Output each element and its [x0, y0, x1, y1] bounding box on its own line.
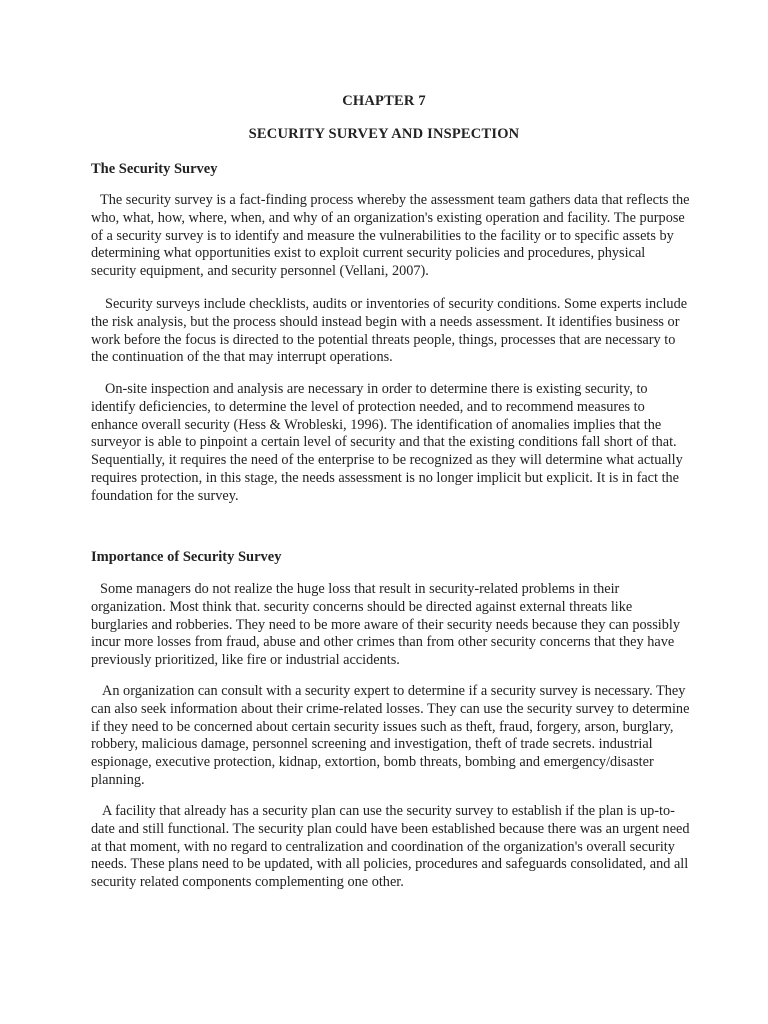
section-heading-importance: Importance of Security Survey: [91, 549, 282, 565]
paragraph-consult-expert: An organization can consult with a security expert to determine if a security survey is necessary. They can also seek information about their crime-related losses. They can use the security survey to determine if they need to be concerned about certain security issues such as theft, fraud, forgery, arson, burglary, robbery, malicious damage, personnel screening and investigation, theft of trade secrets. industrial espionage, executive protection, kidnap, extortion, bomb threats, bombing and emergency/disaster planning.: [91, 683, 690, 788]
paragraph-survey-definition: The security survey is a fact-finding process whereby the assessment team gathers data that reflects the who, what, how, where, when, and why of an organization's existing operation and facility. The purpose of a security survey is to identify and measure the vulnerabilities to the facility or to specific assets by determining what opportunities exist to exploit current security policies and procedures, physical security equipment, and security personnel (Vellani, 2007).: [91, 192, 690, 280]
paragraph-survey-components: Security surveys include checklists, audits or inventories of security conditions. Some experts include the risk analysis, but the process should instead begin with a needs assessment. It identifies business or work before the focus is directed to the potential threats people, things, processes that are necessary to the continuation of the that may interrupt operations.: [91, 296, 688, 366]
document-title: SECURITY SURVEY AND INSPECTION: [248, 126, 520, 142]
paragraph-existing-plan: A facility that already has a security plan can use the security survey to establish if the plan is up-to-date and still functional. The security plan could have been established because there was an urgent need at that moment, with no regard to centralization and coordination of the organization's overall security needs. These plans need to be updated, with all policies, procedures and safeguards consolidated, and all security related components complementing one other.: [91, 803, 690, 891]
chapter-label: CHAPTER 7: [342, 93, 426, 109]
paragraph-onsite-inspection: On-site inspection and analysis are necessary in order to determine there is existing security, to identify deficiencies, to determine the level of protection needed, and to recommend measures to enhance overall security (Hess & Wrobleski, 1996). The identification of anomalies implies that the surveyor is able to pinpoint a certain level of security and that the existing conditions fall short of that. Sequentially, it requires the need of the enterprise to be recognized as they will determine what actually requires protection, in this stage, the needs assessment is no longer implicit but explicit. It is in fact the foundation for the survey.: [91, 381, 683, 504]
section-heading-security-survey: The Security Survey: [91, 161, 218, 177]
paragraph-managers-losses: Some managers do not realize the huge loss that result in security-related problems in their organization. Most think that. security concerns should be directed against external threats like burglaries and robberies. They need to be more aware of their security needs because they can possibly incur more losses from fraud, abuse and other crimes than from other security concerns that they have previously prioritized, like fire or industrial accidents.: [91, 581, 681, 669]
